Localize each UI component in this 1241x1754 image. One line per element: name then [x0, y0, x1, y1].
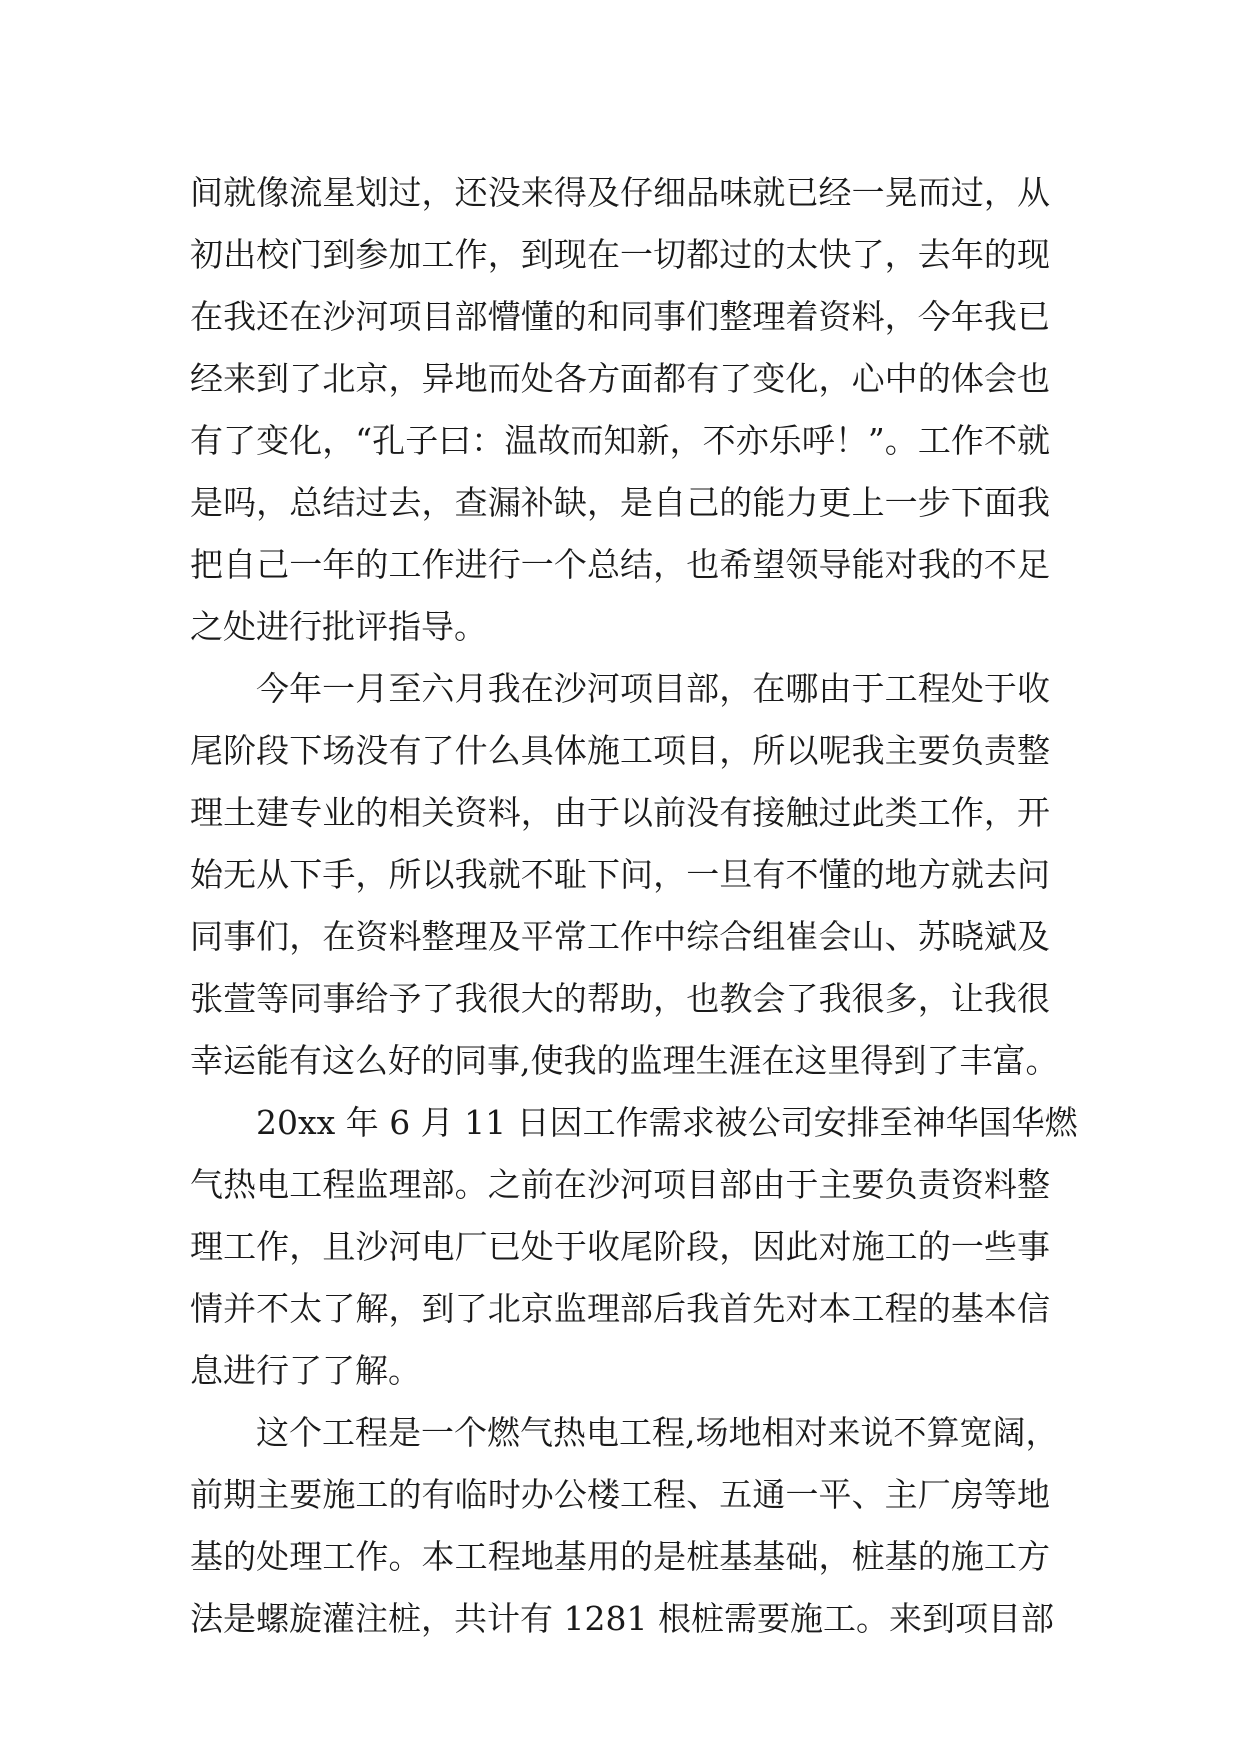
- text-line: 幸运能有这么好的同事,使我的监理生涯在这里得到了丰富。: [190, 1041, 1059, 1080]
- text-line: 是吗，总结过去，查漏补缺，是自己的能力更上一步下面我: [190, 483, 1050, 522]
- text-line: 息进行了了解。: [190, 1351, 421, 1390]
- text-line: 同事们，在资料整理及平常工作中综合组崔会山、苏晓斌及: [190, 917, 1050, 956]
- paragraph: [190, 658, 1059, 1092]
- text-line: 经来到了北京，异地而处各方面都有了变化，心中的体会也: [190, 359, 1050, 398]
- text-line: 张萱等同事给予了我很大的帮助，也教会了我很多，让我很: [190, 979, 1050, 1018]
- text-line: 法是螺旋灌注桩，共计有 1281 根桩需要施工。来到项目部: [190, 1599, 1054, 1638]
- text-line: 今年一月至六月我在沙河项目部，在哪由于工程处于收: [256, 669, 1050, 708]
- text-line: 这个工程是一个燃气热电工程,场地相对来说不算宽阔，: [256, 1413, 1059, 1452]
- text-line: 在我还在沙河项目部懵懂的和同事们整理着资料，今年我已: [190, 297, 1050, 336]
- text-line: 理土建专业的相关资料，由于以前没有接触过此类工作，开: [190, 793, 1050, 832]
- text-line: 气热电工程监理部。之前在沙河项目部由于主要负责资料整: [190, 1165, 1050, 1204]
- text-line: 把自己一年的工作进行一个总结，也希望领导能对我的不足: [190, 545, 1050, 584]
- paragraph: [190, 1092, 1078, 1402]
- text-line: 有了变化，“孔子曰：温故而知新，不亦乐呼！”。工作不就: [190, 421, 1050, 460]
- text-line: 前期主要施工的有临时办公楼工程、五通一平、主厂房等地: [190, 1475, 1050, 1514]
- paragraph: [190, 1402, 1059, 1650]
- text-line: 基的处理工作。本工程地基用的是桩基基础，桩基的施工方: [190, 1537, 1050, 1576]
- text-line: 初出校门到参加工作，到现在一切都过的太快了，去年的现: [190, 235, 1050, 274]
- body-text: [190, 162, 1078, 1650]
- text-line: 情并不太了解，到了北京监理部后我首先对本工程的基本信: [190, 1289, 1050, 1328]
- text-line: 之处进行批评指导。: [190, 607, 487, 646]
- text-line: 20xx 年 6 月 11 日因工作需求被公司安排至神华国华燃: [256, 1103, 1078, 1142]
- text-line: 间就像流星划过，还没来得及仔细品味就已经一晃而过，从: [190, 173, 1050, 212]
- text-line: 尾阶段下场没有了什么具体施工项目，所以呢我主要负责整: [190, 731, 1050, 770]
- text-line: 理工作，且沙河电厂已处于收尾阶段，因此对施工的一些事: [190, 1227, 1050, 1266]
- paragraph: [190, 162, 1050, 658]
- text-line: 始无从下手，所以我就不耻下问，一旦有不懂的地方就去问: [190, 855, 1050, 894]
